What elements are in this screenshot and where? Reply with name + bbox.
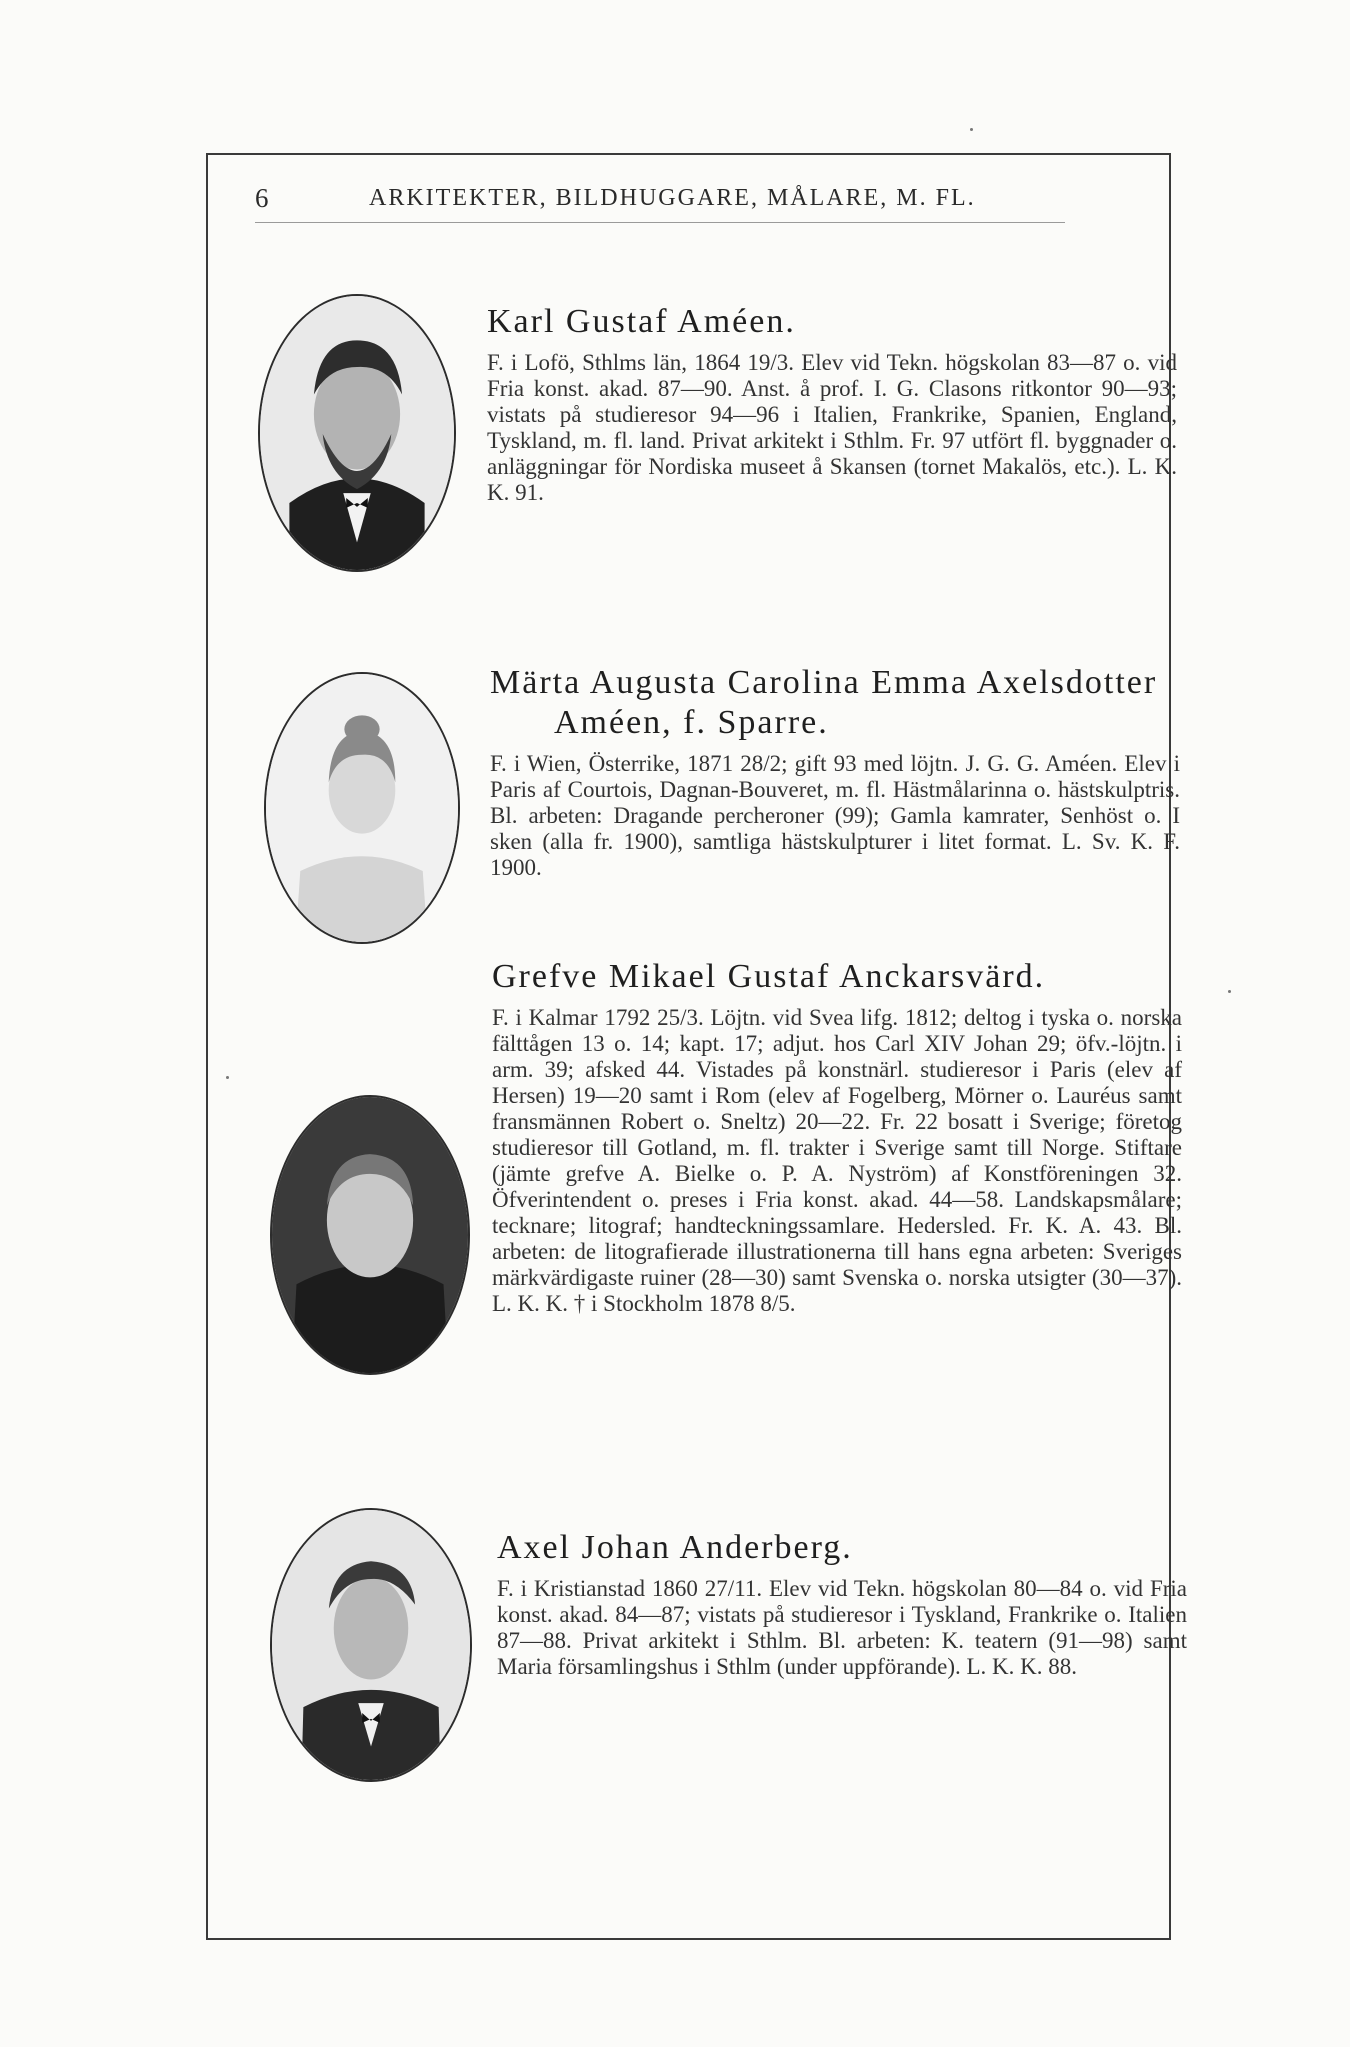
paper-speck (1228, 990, 1231, 993)
portrait-marta-ameen (264, 672, 460, 944)
entry-text: F. i Kristianstad 1860 27/11. Elev vid Tekn. högskolan 80—84 o. vid Fria konst. akad. 84—87; vistats på studieresor i Tyskland, Frankrike o. Italien 87—88. Privat arkitekt i Sthlm. Bl. arbeten: K. teatern (91—98) samt Maria församlingshus i Sthlm (under uppförande). L. K. K. 88. (497, 1576, 1187, 1679)
entry-name: Karl Gustaf Améen. (487, 303, 796, 340)
header-rule (255, 222, 1065, 223)
entry-name: Grefve Mikael Gustaf Anckarsvärd. (492, 958, 1046, 995)
entry-axel-johan-anderberg (497, 1528, 1187, 1680)
portrait-mikael-gustaf-anckarsvard (270, 1095, 470, 1375)
entry-text: F. i Lofö, Sthlms län, 1864 19/3. Elev vid Tekn. högskolan 83—87 o. vid Fria konst. akad. 87—90. Anst. å prof. I. G. Clasons ritkontor 90—93; vistats på studieresor 94—96 i Italien, Frankrike, Spanien, England, Tyskland, m. fl. land. Privat arkitekt i Sthlm. Fr. 97 utfört fl. byggnader o. anläggningar för Nordiska museet å Skansen (tornet Makalös, etc.). L. K. K. 91. (487, 350, 1177, 505)
entry-marta-ameen (490, 663, 1180, 881)
entry-text: F. i Wien, Österrike, 1871 28/2; gift 93 med löjtn. J. G. G. Améen. Elev i Paris af Courtois, Dagnan-Bouveret, m. fl. Hästmålarinna o. hästskulptris. Bl. arbeten: Dragande percheroner (99); Gamla kamrater, Senhöst o. I sken (alla fr. 1900), samtliga hästskulpturer i litet format. L. Sv. K. F. 1900. (490, 751, 1180, 880)
portrait-karl-gustaf-ameen (258, 294, 456, 572)
entry-name: Märta Augusta Carolina Emma Axelsdotter (490, 664, 1158, 701)
page-number: 6 (255, 183, 270, 213)
paper-speck (970, 128, 973, 131)
entry-karl-gustaf-ameen (487, 302, 1177, 506)
entry-name-continued: Améen, f. Sparre. (554, 704, 829, 741)
portrait-axel-johan-anderberg (270, 1508, 472, 1782)
running-title: ARKITEKTER, BILDHUGGARE, MÅLARE, M. FL. (369, 185, 976, 211)
paper-speck (226, 1076, 229, 1079)
page-header (255, 183, 1075, 223)
entry-name: Axel Johan Anderberg. (497, 1529, 853, 1566)
entry-mikael-gustaf-anckarsvard (492, 957, 1182, 1317)
entry-text: F. i Kalmar 1792 25/3. Löjtn. vid Svea lifg. 1812; deltog i tyska o. norska fälttågen 13 o. 14; kapt. 17; adjut. hos Carl XIV Johan 29; öfv.-löjtn. i arm. 39; afsked 44. Vistades på konstnärl. studieresor i Paris (elev af Hersen) 19—20 samt i Rom (elev af Fogelberg, Mörner o. Lauréus samt fransmännen Robert o. Sneltz) 20—22. Fr. 22 bosatt i Sverige; företog studieresor till Gotland, m. fl. trakter i Sverige samt till Norge. Stiftare (jämte grefve A. Bielke o. P. A. Nyström) af Konstföreningen 32. Öfverintendent o. preses i Fria konst. akad. 44—58. Landskapsmålare; tecknare; litograf; handteckningssamlare. Hedersled. Fr. K. A. 43. Bl. arbeten: de litografierade illustrationerna till hans egna arbeten: Sveriges märkvärdigaste ruiner (28—30) samt Svenska o. norska utsigter (30—37). L. K. K. † i Stockholm 1878 8/5. (492, 1005, 1182, 1316)
